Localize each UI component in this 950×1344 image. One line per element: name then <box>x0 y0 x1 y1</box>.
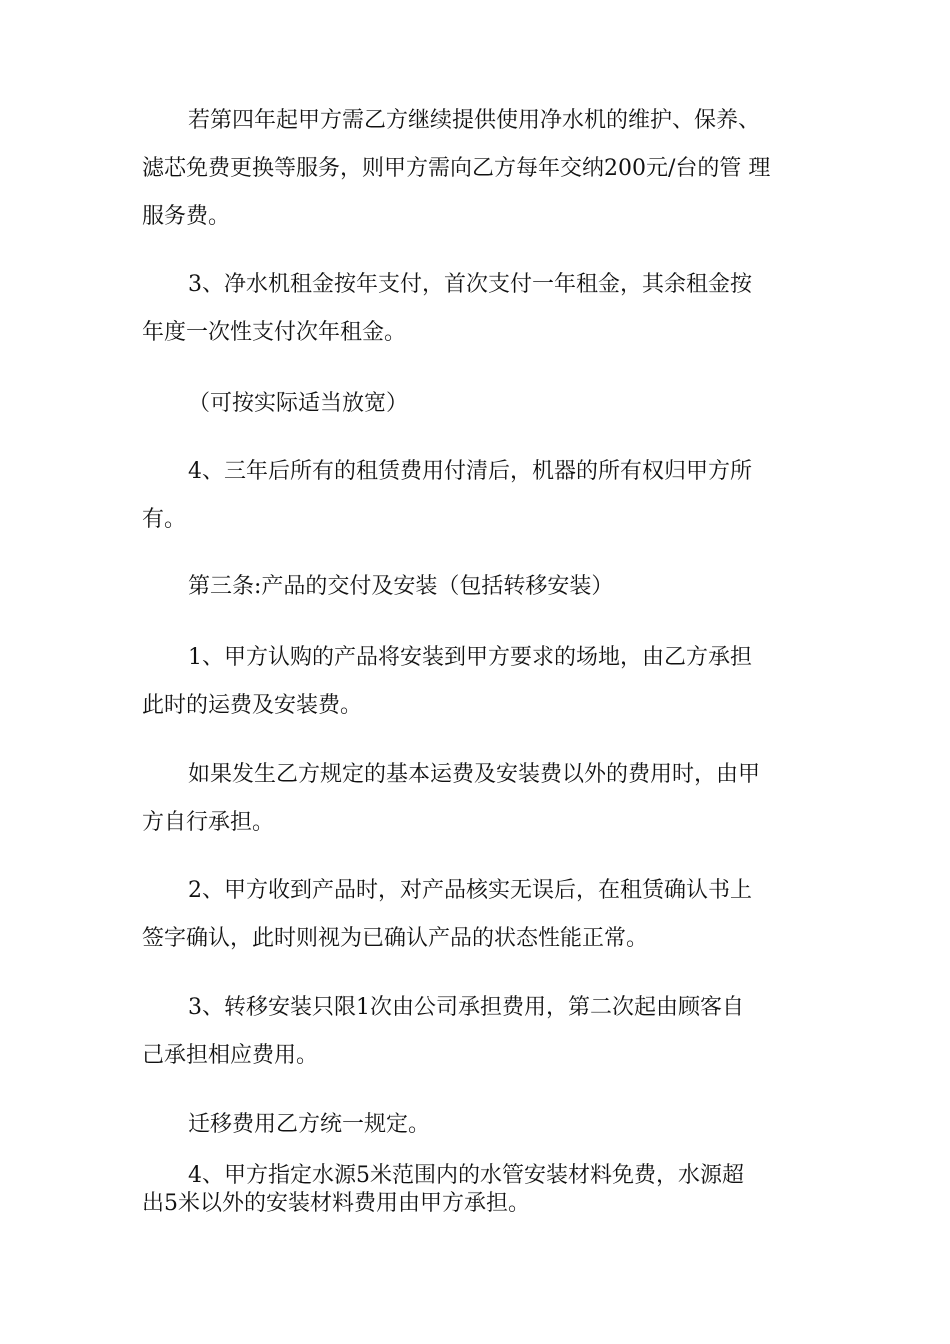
paragraph-maintenance-fee <box>142 110 832 228</box>
text-line: 己承担相应费用。 <box>142 1043 319 1068</box>
text-line: （可按实际适当放宽） <box>188 391 409 416</box>
text-line: 滤芯免费更换等服务，则甲方需向乙方每年交纳200元/台的管 理 <box>142 156 771 181</box>
text-line: 如果发生乙方规定的基本运费及安装费以外的费用时，由甲 <box>188 762 761 787</box>
section-heading-article-3 <box>142 576 832 598</box>
text-line: 签字确认，此时则视为已确认产品的状态性能正常。 <box>142 926 649 951</box>
text-line: 出5米以外的安装材料费用由甲方承担。 <box>142 1191 530 1216</box>
text-line: 4、三年后所有的租赁费用付清后，机器的所有权归甲方所 <box>188 459 752 484</box>
text-line: 迁移费用乙方统一规定。 <box>188 1112 431 1137</box>
text-line: 3、净水机租金按年支付，首次支付一年租金，其余租金按 <box>188 272 752 297</box>
paragraph-installation-site <box>142 647 832 717</box>
text-line: 方自行承担。 <box>142 810 275 835</box>
text-line: 1、甲方认购的产品将安装到甲方要求的场地，由乙方承担 <box>188 645 752 670</box>
paragraph-extra-fees <box>142 764 832 834</box>
paragraph-ownership <box>142 461 832 531</box>
text-line: 4、甲方指定水源5米范围内的水管安装材料免费，水源超 <box>188 1163 744 1188</box>
paragraph-note <box>142 393 832 415</box>
text-line: 服务费。 <box>142 204 231 229</box>
text-line: 3、转移安装只限1次由公司承担费用，第二次起由顾客自 <box>188 995 744 1020</box>
text-line: 此时的运费及安装费。 <box>142 693 363 718</box>
text-line: 有。 <box>142 507 187 532</box>
paragraph-rent-payment <box>142 274 832 344</box>
paragraph-pipe-materials <box>142 1165 832 1215</box>
text-line: 第三条:产品的交付及安装（包括转移安装） <box>188 574 614 599</box>
paragraph-transfer-installation <box>142 997 832 1067</box>
paragraph-relocation-fee <box>142 1114 832 1136</box>
text-line: 若第四年起甲方需乙方继续提供使用净水机的维护、保养、 <box>188 108 761 133</box>
text-line: 年度一次性支付次年租金。 <box>142 320 407 345</box>
text-line: 2、甲方收到产品时，对产品核实无误后，在租赁确认书上 <box>188 878 752 903</box>
paragraph-receipt-confirmation <box>142 880 832 950</box>
